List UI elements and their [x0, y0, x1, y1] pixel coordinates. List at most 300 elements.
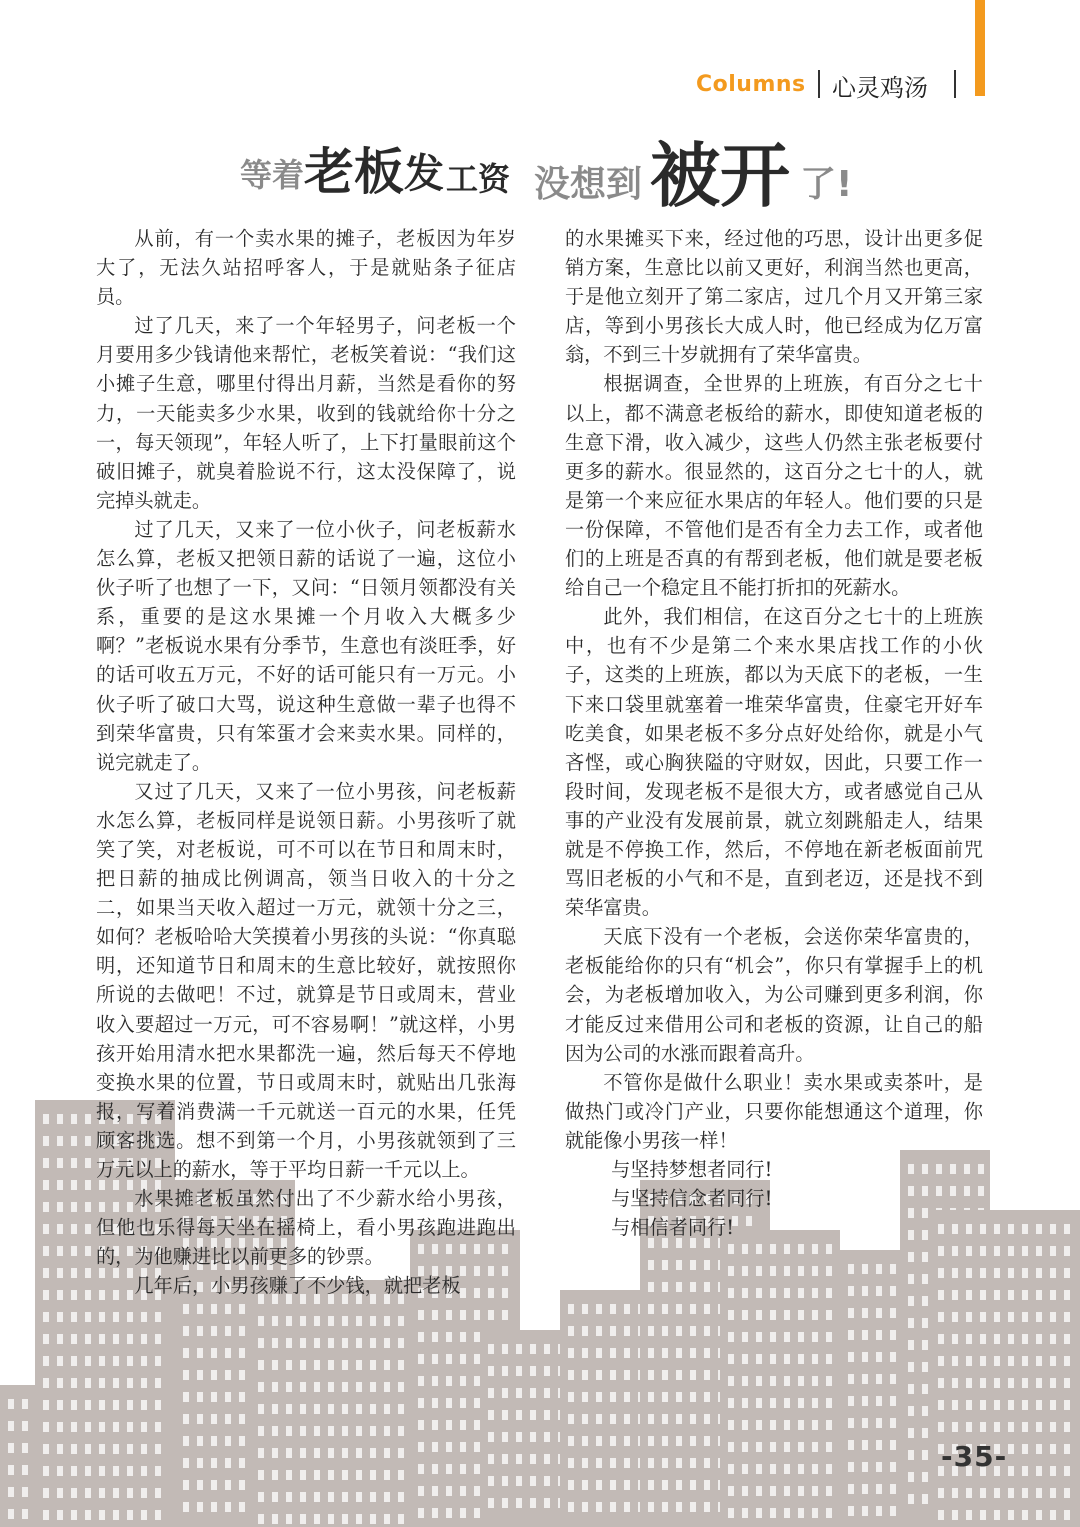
skyline-window [876, 1396, 882, 1406]
skyline-window [99, 1312, 105, 1322]
skyline-window [704, 1260, 710, 1270]
skyline-window [71, 1378, 77, 1388]
skyline-window [676, 1326, 682, 1336]
skyline-window [862, 1264, 868, 1274]
skyline-window [728, 1244, 734, 1254]
skyline-window [474, 1354, 480, 1364]
skyline-window [568, 1458, 574, 1468]
skyline-window [676, 1370, 682, 1380]
skyline-window [610, 1502, 616, 1512]
skyline-window [610, 1370, 616, 1380]
skyline-window [197, 1304, 203, 1314]
skyline-window [648, 1414, 654, 1424]
skyline-window [938, 1334, 944, 1344]
skyline-window [1008, 1246, 1014, 1256]
skyline-window [314, 1492, 320, 1502]
skyline-window [568, 1348, 574, 1358]
skyline-window [384, 1470, 390, 1480]
skyline-window [197, 1502, 203, 1512]
skyline-window [446, 1464, 452, 1474]
skyline-window [826, 1398, 832, 1408]
skyline-window [876, 1418, 882, 1428]
skyline-window [1022, 1488, 1028, 1498]
skyline-window [43, 1114, 49, 1124]
skyline-window [624, 1436, 630, 1446]
skyline-window [952, 1268, 958, 1278]
skyline-window [432, 1508, 438, 1518]
skyline-window [582, 1502, 588, 1512]
skyline-window [812, 1398, 818, 1408]
skyline-window [43, 1510, 49, 1520]
skyline-window [994, 1268, 1000, 1278]
skyline-window [798, 1354, 804, 1364]
skyline-window [826, 1442, 832, 1452]
skyline-window [742, 1376, 748, 1386]
skyline-window [980, 1422, 986, 1432]
skyline-window [474, 1398, 480, 1408]
skyline-window [530, 1476, 536, 1486]
skyline-window [922, 1296, 928, 1306]
skyline-window [812, 1244, 818, 1254]
skyline-window [994, 1422, 1000, 1432]
skyline-window [568, 1414, 574, 1424]
skyline-window [85, 1158, 91, 1168]
skyline-window [258, 1426, 264, 1436]
skyline-window [980, 1268, 986, 1278]
skyline-window [57, 1180, 63, 1190]
skyline-window [530, 1410, 536, 1420]
skyline-window [183, 1458, 189, 1468]
skyline-window [704, 1282, 710, 1292]
skyline-window [662, 1502, 668, 1512]
skyline-window [1036, 1488, 1042, 1498]
skyline-window [460, 1486, 466, 1496]
skyline-building [480, 1330, 570, 1527]
skyline-window [8, 1487, 14, 1497]
skyline-window [876, 1462, 882, 1472]
skyline-window [258, 1448, 264, 1458]
paragraph-continued: 的水果摊买下来，经过他的巧思，设计出更多促销方案，生意比以前又更好，利润当然也更高，于是他立刻开了第二家店，过几个月又开第三家店，等到小男孩长大成人时，他已经成为亿万富翁，不到三十岁就拥有了荣华富贵。 [565, 227, 983, 367]
skyline-window [314, 1426, 320, 1436]
skyline-window [141, 1334, 147, 1344]
skyline-window [890, 1352, 896, 1362]
skyline-window [648, 1326, 654, 1336]
skyline-window [624, 1392, 630, 1402]
skyline-window [286, 1492, 292, 1502]
skyline-window [384, 1360, 390, 1370]
skyline-window [432, 1420, 438, 1430]
skyline-window [908, 1318, 914, 1328]
skyline-window [155, 1400, 161, 1410]
skyline-window [648, 1282, 654, 1292]
skyline-window [848, 1374, 854, 1384]
skyline-window [922, 1318, 928, 1328]
skyline-window [1050, 1488, 1056, 1498]
skyline-window [57, 1422, 63, 1432]
skyline-window [1036, 1268, 1042, 1278]
skyline-window [300, 1514, 306, 1524]
skyline-window [676, 1282, 682, 1292]
skyline-window [225, 1458, 231, 1468]
skyline-window [582, 1392, 588, 1402]
skyline-window [71, 1158, 77, 1168]
skyline-window [1008, 1356, 1014, 1366]
skyline-window [1008, 1400, 1014, 1410]
paragraph: 不管你是做什么职业！卖水果或卖茶叶，是做热门或冷门产业，只要你能想通这个道理，你就能像小男孩一样！ [565, 1070, 983, 1152]
skyline-window [43, 1466, 49, 1476]
skyline-window [85, 1224, 91, 1234]
skyline-window [798, 1508, 804, 1518]
skyline-window [85, 1356, 91, 1366]
skyline-window [862, 1396, 868, 1406]
skyline-window [798, 1310, 804, 1320]
header-divider [954, 70, 956, 98]
skyline-window [784, 1266, 790, 1276]
skyline-window [770, 1332, 776, 1342]
skyline-window [568, 1480, 574, 1490]
skyline-window [876, 1286, 882, 1296]
skyline-window [183, 1502, 189, 1512]
skyline-window [582, 1304, 588, 1314]
skyline-window [742, 1310, 748, 1320]
skyline-window [938, 1246, 944, 1256]
skyline-window [756, 1486, 762, 1496]
skyline-window [342, 1470, 348, 1480]
skyline-window [370, 1448, 376, 1458]
skyline-window [862, 1440, 868, 1450]
skyline-window [516, 1410, 522, 1420]
skyline-window [848, 1330, 854, 1340]
skyline-window [890, 1264, 896, 1274]
skyline-window [908, 1340, 914, 1350]
skyline-window [1050, 1290, 1056, 1300]
skyline-window [676, 1502, 682, 1512]
skyline-window [488, 1344, 494, 1354]
skyline-window [57, 1488, 63, 1498]
skyline-window [286, 1426, 292, 1436]
skyline-window [876, 1484, 882, 1494]
skyline-window [342, 1360, 348, 1370]
skyline-window [676, 1392, 682, 1402]
skyline-window [826, 1464, 832, 1474]
skyline-window [568, 1370, 574, 1380]
skyline-window [127, 1422, 133, 1432]
skyline-window [43, 1202, 49, 1212]
skyline-window [258, 1404, 264, 1414]
skyline-window [211, 1370, 217, 1380]
skyline-window [784, 1354, 790, 1364]
skyline-window [258, 1382, 264, 1392]
skyline-window [966, 1488, 972, 1498]
skyline-window [952, 1510, 958, 1520]
skyline-window [908, 1472, 914, 1482]
skyline-window [662, 1458, 668, 1468]
skyline-window [211, 1304, 217, 1314]
skyline-window [812, 1508, 818, 1518]
skyline-window [328, 1360, 334, 1370]
skyline-window [328, 1338, 334, 1348]
skyline-window [890, 1440, 896, 1450]
skyline-window [286, 1404, 292, 1414]
skyline-window [446, 1398, 452, 1408]
skyline-window [980, 1312, 986, 1322]
skyline-window [85, 1290, 91, 1300]
skyline-window [784, 1288, 790, 1298]
skyline-window [225, 1392, 231, 1402]
skyline-window [1036, 1312, 1042, 1322]
skyline-window [239, 1326, 245, 1336]
skyline-window [384, 1448, 390, 1458]
skyline-window [113, 1488, 119, 1498]
skyline-window [662, 1304, 668, 1314]
skyline-window [460, 1376, 466, 1386]
skyline-window [596, 1458, 602, 1468]
skyline-window [43, 1378, 49, 1388]
skyline-window [488, 1410, 494, 1420]
skyline-window [704, 1458, 710, 1468]
skyline-window [71, 1488, 77, 1498]
skyline-window [43, 1400, 49, 1410]
skyline-window [544, 1498, 550, 1508]
skyline-window [756, 1464, 762, 1474]
skyline-window [418, 1508, 424, 1518]
skyline-window [826, 1244, 832, 1254]
skyline-window [239, 1502, 245, 1512]
skyline-window [1008, 1510, 1014, 1520]
skyline-window [1064, 1312, 1070, 1322]
skyline-window [85, 1334, 91, 1344]
skyline-window [812, 1420, 818, 1430]
skyline-window [704, 1436, 710, 1446]
skyline-window [85, 1466, 91, 1476]
skyline-window [99, 1466, 105, 1476]
skyline-window [474, 1310, 480, 1320]
skyline-window [938, 1356, 944, 1366]
skyline-window [728, 1508, 734, 1518]
skyline-window [798, 1376, 804, 1386]
skyline-window [57, 1202, 63, 1212]
skyline-window [258, 1514, 264, 1524]
skyline-window [239, 1414, 245, 1424]
article-column-right [565, 224, 983, 1242]
skyline-window [460, 1310, 466, 1320]
skyline-window [71, 1400, 77, 1410]
skyline-window [756, 1332, 762, 1342]
skyline-window [908, 1494, 914, 1504]
skyline-window [272, 1426, 278, 1436]
skyline-window [876, 1352, 882, 1362]
skyline-window [141, 1444, 147, 1454]
skyline-window [1050, 1444, 1056, 1454]
skyline-window [211, 1392, 217, 1402]
skyline-window [71, 1422, 77, 1432]
skyline-window [300, 1470, 306, 1480]
skyline-window [770, 1420, 776, 1430]
skyline-window [272, 1492, 278, 1502]
skyline-window [1050, 1312, 1056, 1322]
skyline-window [784, 1376, 790, 1386]
skyline-window [568, 1392, 574, 1402]
skyline-window [183, 1326, 189, 1336]
skyline-window [22, 1509, 28, 1519]
skyline-window [141, 1422, 147, 1432]
skyline-window [624, 1458, 630, 1468]
skyline-window [370, 1426, 376, 1436]
skyline-window [460, 1464, 466, 1474]
skyline-window [446, 1310, 452, 1320]
skyline-window [71, 1356, 77, 1366]
skyline-window [127, 1488, 133, 1498]
skyline-window [398, 1470, 404, 1480]
skyline-window [85, 1180, 91, 1190]
skyline-window [862, 1352, 868, 1362]
skyline-window [314, 1316, 320, 1326]
skyline-window [812, 1486, 818, 1496]
skyline-window [155, 1444, 161, 1454]
skyline-window [676, 1436, 682, 1446]
skyline-window [197, 1414, 203, 1424]
skyline-window [890, 1308, 896, 1318]
skyline-window [258, 1360, 264, 1370]
skyline-window [756, 1244, 762, 1254]
skyline-window [568, 1502, 574, 1512]
skyline-window [938, 1378, 944, 1388]
skyline-window [676, 1458, 682, 1468]
skyline-window [952, 1290, 958, 1300]
skyline-window [530, 1432, 536, 1442]
skyline-window [848, 1352, 854, 1362]
skyline-window [770, 1354, 776, 1364]
skyline-window [314, 1470, 320, 1480]
skyline-window [922, 1428, 928, 1438]
skyline-window [770, 1266, 776, 1276]
skyline-window [211, 1436, 217, 1446]
skyline-window [1036, 1400, 1042, 1410]
skyline-window [1008, 1268, 1014, 1278]
skyline-window [980, 1400, 986, 1410]
skyline-window [756, 1420, 762, 1430]
skyline-window [460, 1332, 466, 1342]
skyline-window [85, 1202, 91, 1212]
skyline-window [798, 1288, 804, 1298]
skyline-window [544, 1388, 550, 1398]
skyline-window [704, 1392, 710, 1402]
skyline-window [155, 1510, 161, 1520]
skyline-window [488, 1310, 494, 1320]
skyline-window [141, 1466, 147, 1476]
skyline-window [211, 1414, 217, 1424]
title-part: 老板 [304, 143, 404, 201]
skyline-window [952, 1422, 958, 1432]
skyline-window [356, 1448, 362, 1458]
skyline-window [432, 1310, 438, 1320]
skyline-window [704, 1326, 710, 1336]
skyline-window [356, 1492, 362, 1502]
skyline-window [770, 1442, 776, 1452]
skyline-window [43, 1334, 49, 1344]
skyline-window [155, 1312, 161, 1322]
skyline-window [71, 1312, 77, 1322]
skyline-window [1064, 1224, 1070, 1234]
skyline-window [770, 1508, 776, 1518]
skyline-window [418, 1464, 424, 1474]
skyline-window [1050, 1400, 1056, 1410]
title-part: 被开 [650, 135, 790, 217]
skyline-window [272, 1448, 278, 1458]
skyline-window [127, 1312, 133, 1322]
skyline-window [596, 1326, 602, 1336]
title-part: 等着 [240, 156, 305, 194]
skyline-window [690, 1392, 696, 1402]
skyline-window [582, 1436, 588, 1446]
skyline-window [286, 1470, 292, 1480]
skyline-window [876, 1308, 882, 1318]
skyline-window [742, 1398, 748, 1408]
skyline-window [770, 1464, 776, 1474]
skyline-window [272, 1514, 278, 1524]
skyline-window [57, 1334, 63, 1344]
skyline-window [356, 1382, 362, 1392]
skyline-window [994, 1488, 1000, 1498]
skyline-window [85, 1400, 91, 1410]
skyline-window [876, 1374, 882, 1384]
skyline-window [922, 1450, 928, 1460]
skyline-window [756, 1310, 762, 1320]
skyline-window [356, 1514, 362, 1524]
skyline-window [798, 1486, 804, 1496]
skyline-window [370, 1382, 376, 1392]
skyline-window [502, 1388, 508, 1398]
skyline-window [624, 1480, 630, 1490]
skyline-window [690, 1260, 696, 1270]
skyline-window [812, 1354, 818, 1364]
article-column-left [96, 224, 516, 1300]
skyline-window [85, 1510, 91, 1520]
skyline-window [127, 1444, 133, 1454]
skyline-window [239, 1370, 245, 1380]
skyline-window [624, 1370, 630, 1380]
skyline-window [596, 1414, 602, 1424]
skyline-window [370, 1360, 376, 1370]
skyline-window [474, 1376, 480, 1386]
skyline-window [22, 1443, 28, 1453]
skyline-window [784, 1332, 790, 1342]
skyline-window [113, 1444, 119, 1454]
skyline-window [258, 1470, 264, 1480]
skyline-window [596, 1436, 602, 1446]
skyline-window [742, 1266, 748, 1276]
skyline-window [1036, 1356, 1042, 1366]
skyline-window [1036, 1224, 1042, 1234]
skyline-window [798, 1266, 804, 1276]
skyline-window [938, 1290, 944, 1300]
skyline-window [446, 1332, 452, 1342]
skyline-window [516, 1454, 522, 1464]
skyline-window [328, 1316, 334, 1326]
skyline-window [370, 1470, 376, 1480]
skyline-window [155, 1378, 161, 1388]
skyline-window [812, 1442, 818, 1452]
skyline-window [211, 1326, 217, 1336]
paragraph: 过了几天，来了一个年轻男子，问老板一个月要用多少钱请他来帮忙，老板笑着说：“我们这小摊子生意，哪里付得出月薪，当然是看你的努力，一天能卖多少水果，收到的钱就给你十分之一，每天领现”，年轻人听了，上下打量眼前这个破旧摊子，就臭着脸说不行，这太没保障了，说完掉头就走。 [96, 314, 516, 512]
skyline-window [826, 1332, 832, 1342]
skyline-window [239, 1480, 245, 1490]
skyline-window [922, 1472, 928, 1482]
skyline-window [1050, 1356, 1056, 1366]
skyline-window [848, 1264, 854, 1274]
skyline-window [624, 1502, 630, 1512]
skyline-window [71, 1180, 77, 1190]
